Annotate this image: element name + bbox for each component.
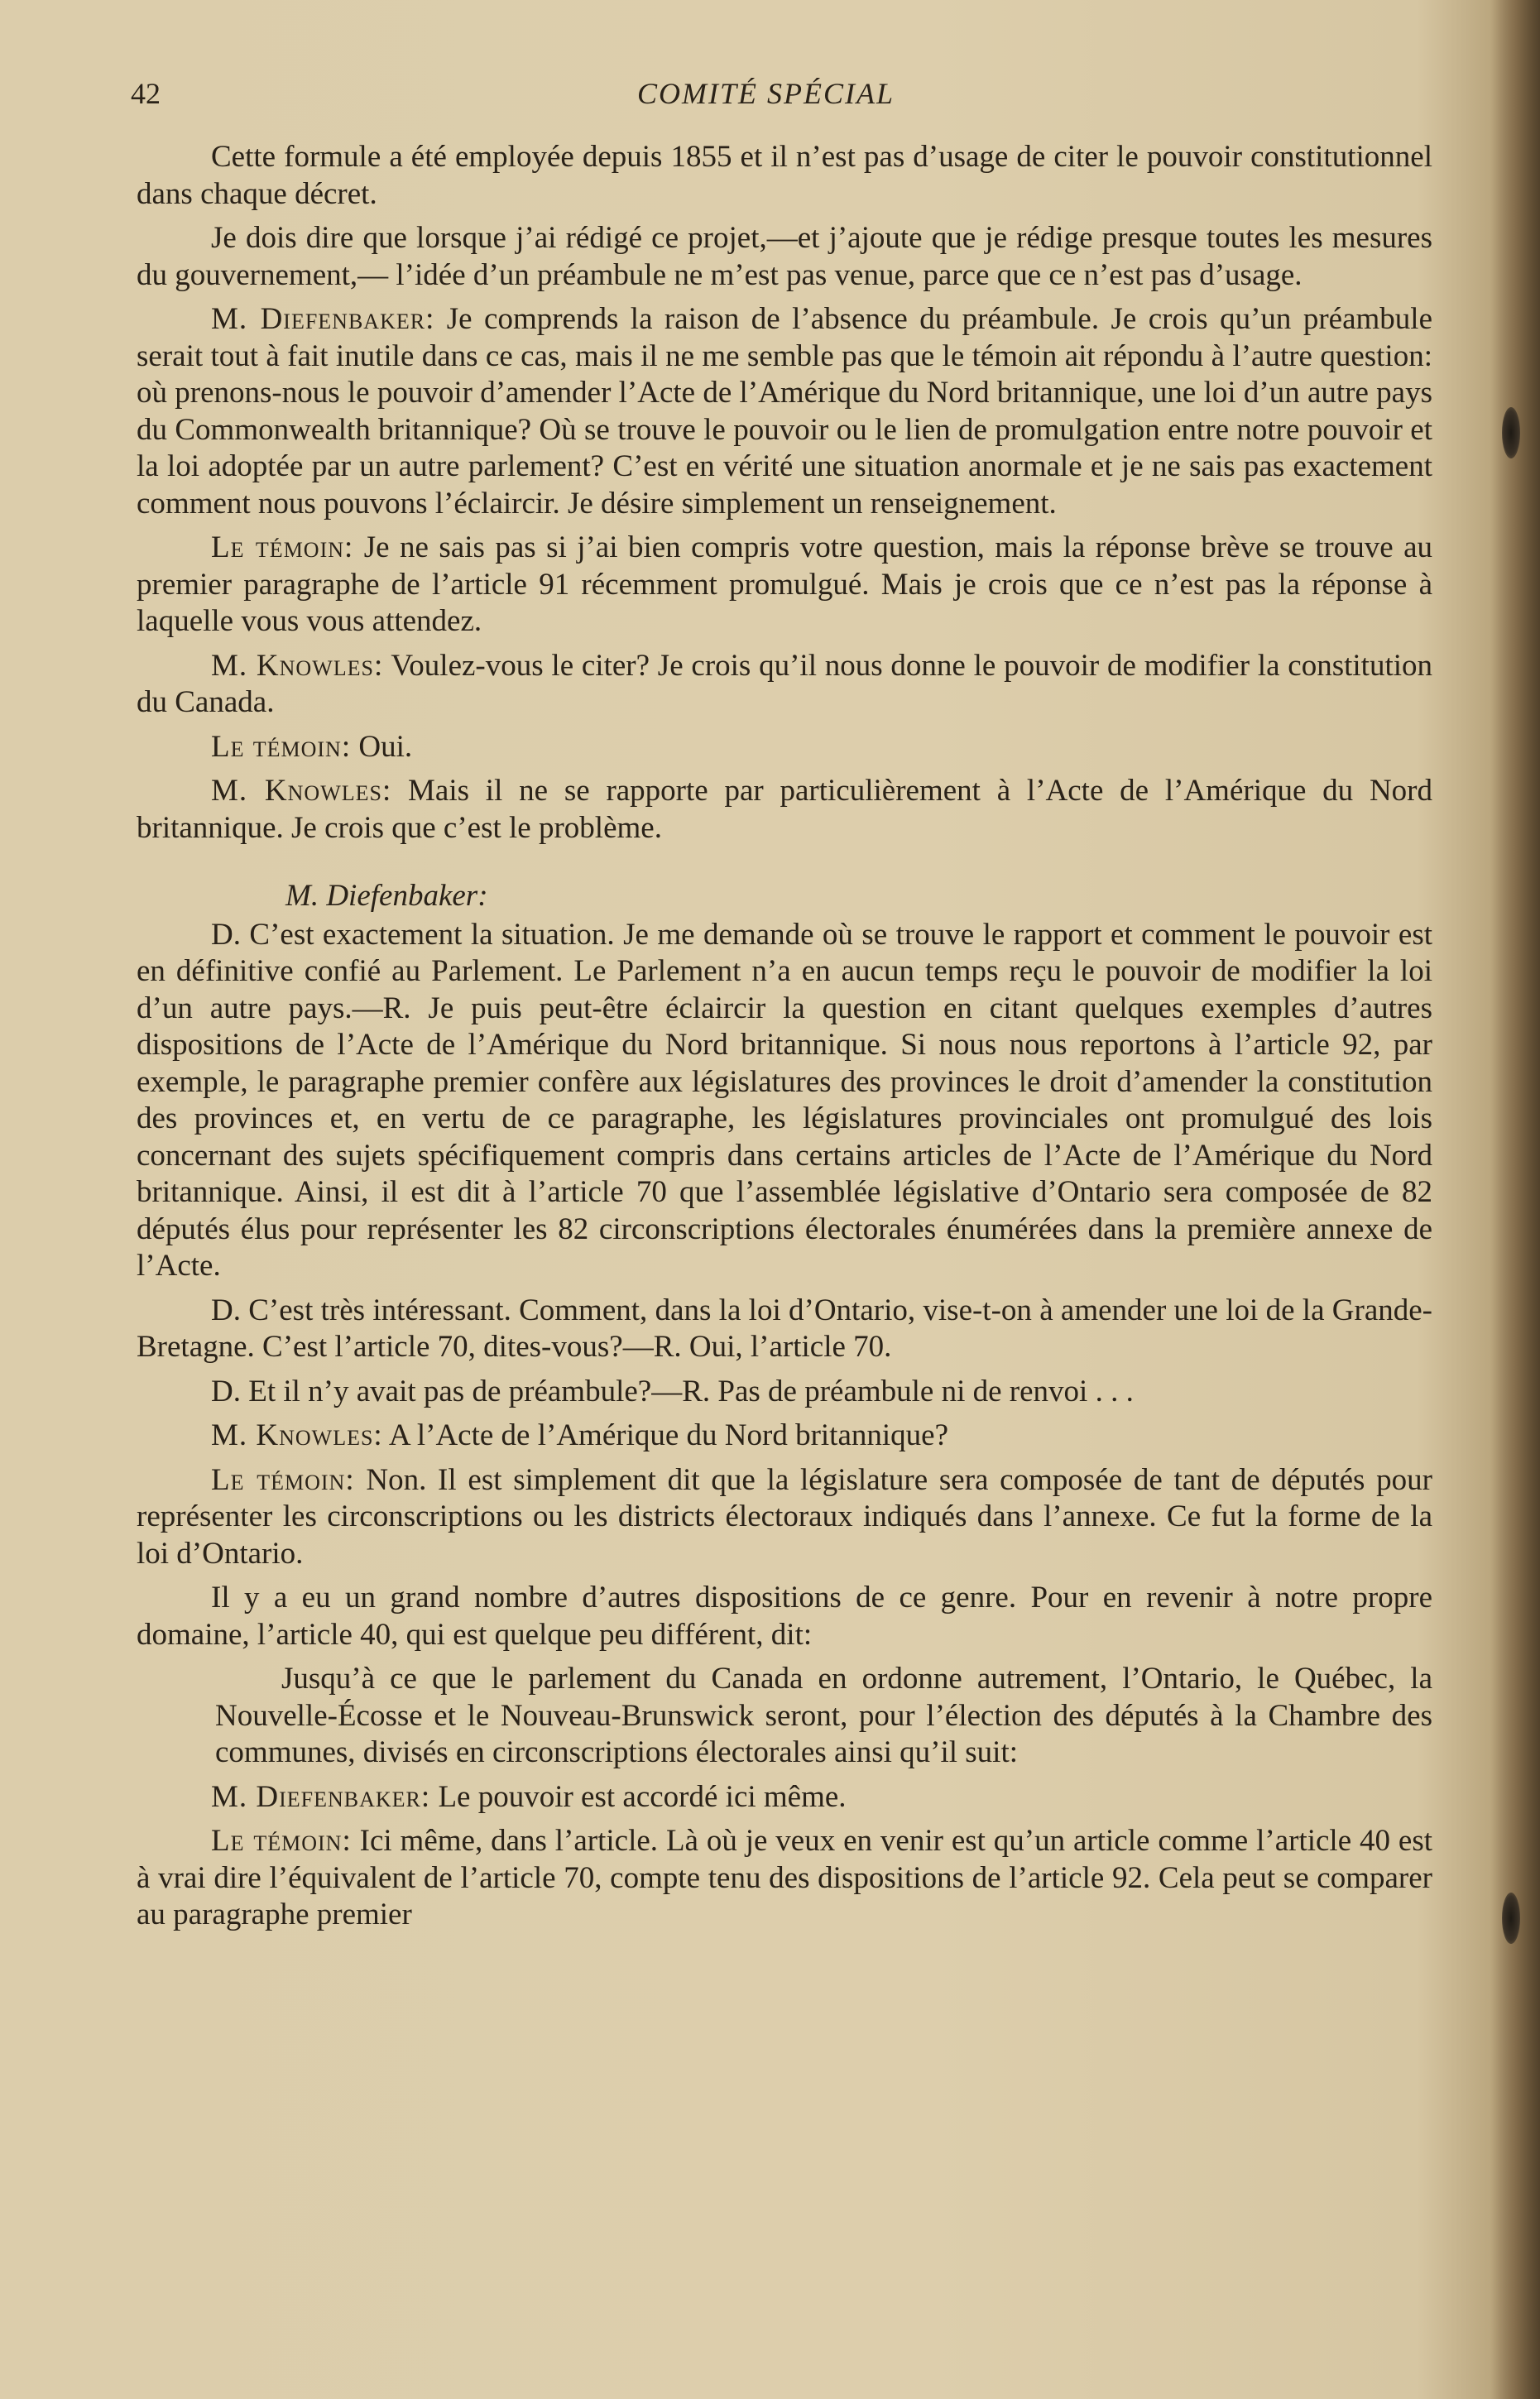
paragraph [137, 1293, 1432, 1366]
paragraph [137, 1418, 1432, 1455]
binding-hole-bottom [1502, 1893, 1520, 1944]
block-quote [215, 1661, 1432, 1772]
book-spine-shadow [1490, 0, 1540, 2399]
paragraph-text: Le pouvoir est accordé ici même. [430, 1779, 847, 1814]
paragraph [137, 917, 1432, 1285]
paragraph-text: Cette formule a été employée depuis 1855 et il n’est pas d’usage de citer le pouvoir constitutionnel dans chaque décret. [137, 140, 1432, 211]
paragraph [137, 648, 1432, 722]
paragraph-text: Je dois dire que lorsque j’ai rédigé ce projet,—et j’ajoute que je rédige presque toutes les mesures du gouvernement,— l’idée d’un préambule ne m’est pas venue, parce que ce n’est pas d’usage. [137, 221, 1432, 292]
paragraph [137, 301, 1432, 522]
paragraph-text: A l’Acte de l’Amérique du Nord britannique? [382, 1418, 948, 1452]
speaker-name: M. Knowles: [211, 774, 392, 808]
speaker-heading-text: M. Diefenbaker: [285, 879, 488, 913]
paragraph-text: Mais il ne se rapporte par particulièrement à l’Acte de l’Amérique du Nord britannique. Je crois que c’est le problème. [137, 774, 1432, 845]
paragraph [137, 1779, 1432, 1816]
paragraph [137, 1823, 1432, 1934]
paragraph-text: Ici même, dans l’article. Là où je veux en venir est qu’un article comme l’article 40 est à vrai dire l’équivalent de l’article 70, compte tenu des dispositions de l’article 92. Cela peut se comparer au paragraphe premier [137, 1824, 1432, 1931]
speaker-name: Le témoin: [211, 1824, 352, 1858]
paragraph [137, 729, 1432, 766]
paragraph [137, 1374, 1432, 1411]
quote-text: Jusqu’à ce que le parlement du Canada en ordonne autrement, l’Ontario, le Québec, la Nouvelle-Écosse et le Nouveau-Brunswick seront, pour l’élection des députés à la Chambre des communes, divisés en circonscriptions électorales ainsi qu’il suit: [215, 1662, 1432, 1769]
paragraph [137, 1580, 1432, 1653]
page-header [131, 76, 1430, 118]
speaker-name: Le témoin: [211, 729, 352, 764]
speaker-name: M. Knowles: [211, 648, 384, 683]
paragraph-text: Je ne sais pas si j’ai bien compris votre question, mais la réponse brève se trouve au premier paragraphe de l’article 91 récemment promulgué. Mais je crois que ce n’est pas la réponse à laquelle vous vous attendez. [137, 530, 1433, 638]
page-number: 42 [131, 77, 161, 110]
paragraph-text: Je comprends la raison de l’absence du préambule. Je crois qu’un préambule serait tout à fait inutile dans ce cas, mais il ne me semble pas que le témoin ait répondu à l’autre question: où prenons-nous le pouvoir d’amender l’Acte de l’Amérique du Nord britannique, une loi d’un autre pays du Commonwealth britannique? Où se trouve le pouvoir ou le lien de promulgation entre notre pouvoir et la loi adoptée par un autre parlement? C’est en vérité une situation anormale et je ne sais pas exactement comment nous pouvons l’éclaircir. Je désire simplement un renseignement. [137, 302, 1432, 521]
speaker-name: Le témoin: [211, 530, 354, 564]
running-title: COMITÉ SPÉCIAL [637, 77, 895, 110]
paragraph-text: D. Et il n’y avait pas de préambule?—R. Pas de préambule ni de renvoi . . . [211, 1374, 1134, 1408]
speaker-name: M. Knowles: [211, 1418, 383, 1452]
paragraph [137, 139, 1432, 213]
paragraph-text: Il y a eu un grand nombre d’autres dispositions de ce genre. Pour en revenir à notre propre domaine, l’article 40, qui est quelque peu différent, dit: [137, 1581, 1432, 1652]
paragraph-text: Voulez-vous le citer? Je crois qu’il nous donne le pouvoir de modifier la constitution du Canada. [137, 648, 1433, 719]
binding-hole-top [1502, 407, 1520, 458]
paragraph [137, 1462, 1432, 1573]
body-text [137, 139, 1432, 1941]
paragraph-text: D. C’est très intéressant. Comment, dans la loi d’Ontario, vise-t-on à amender une loi de la Grande-Bretagne. C’est l’article 70, dites-vous?—R. Oui, l’article 70. [137, 1293, 1432, 1364]
paragraph-text: Oui. [351, 729, 413, 764]
paragraph [137, 530, 1432, 641]
speaker-name: M. Diefenbaker: [211, 302, 435, 336]
paragraph-text: D. C’est exactement la situation. Je me demande où se trouve le rapport et comment le pouvoir est en définitive confié au Parlement. Le Parlement n’a en aucun temps reçu le pouvoir de modifier la loi d’un autre pays.—R. Je puis peut-être éclaircir la question en citant quelques exemples d’autres dispositions de l’Acte de l’Amérique du Nord britannique. Si nous nous reportons à l’article 92, par exemple, le paragraphe premier confère aux législatures des provinces le droit d’amender la constitution des provinces et, en vertu de ce paragraphe, les législatures provinciales ont promulgué des lois concernant des sujets spécifiquement compris dans certains articles de l’Acte de l’Amérique du Nord britannique. Ainsi, il est dit à l’article 70 que l’assemblée législative d’Ontario sera composée de 82 députés élus pour représenter les 82 circonscriptions électorales énumérées dans la première annexe de l’Acte. [137, 917, 1432, 1283]
speaker-heading [137, 878, 1432, 915]
paragraph [137, 773, 1432, 847]
paragraph-text: Non. Il est simplement dit que la législature sera composée de tant de députés pour représenter les circonscriptions ou les districts électoraux indiqués dans l’annexe. Ce fut la forme de la loi d’Ontario. [137, 1462, 1433, 1571]
speaker-name: M. Diefenbaker: [211, 1779, 431, 1814]
paragraph [137, 220, 1432, 294]
speaker-name: Le témoin: [211, 1462, 355, 1497]
